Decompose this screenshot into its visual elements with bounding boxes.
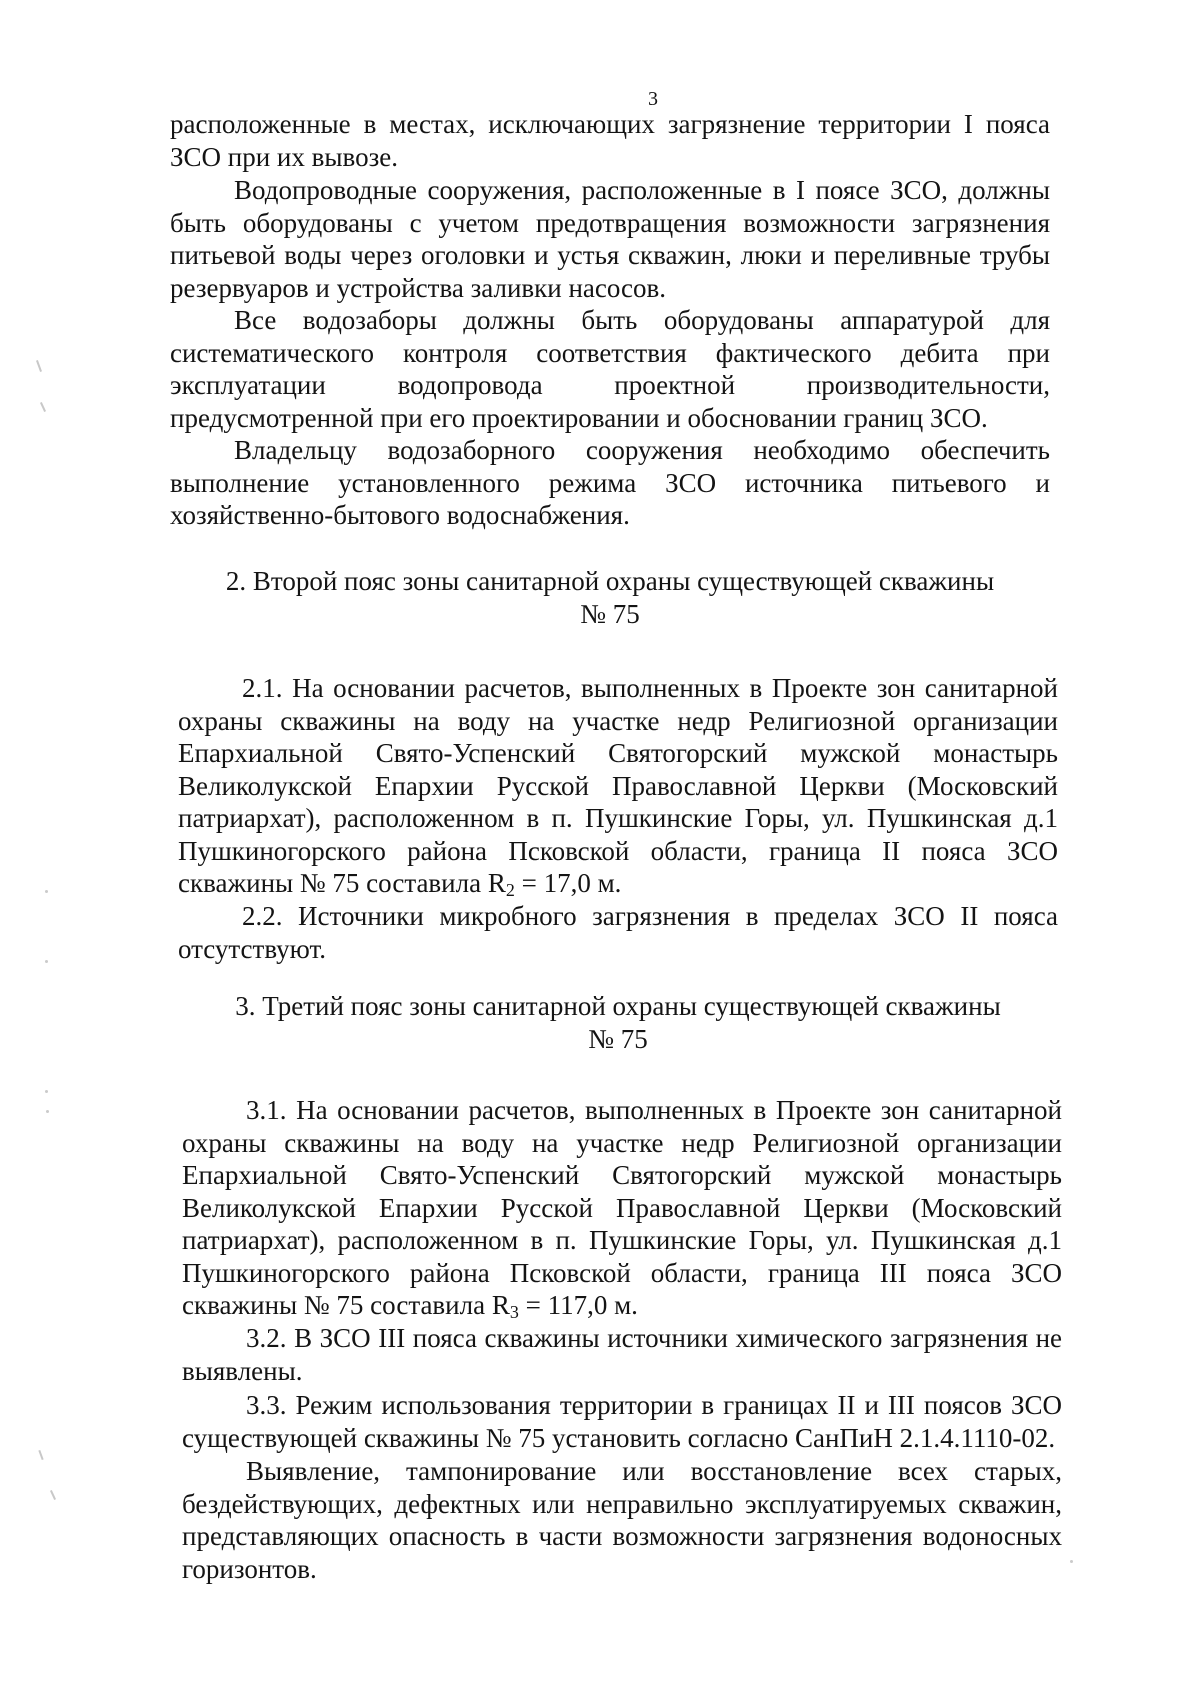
paragraph-3-4: Выявление, тампонирование или восстановление всех старых, бездействующих, дефектных или неправильно эксплуатируемых скважин, представляющих опасность в части возможности загрязнения водоносных горизонтов. (182, 1456, 1062, 1584)
scan-artifact (45, 890, 48, 893)
scan-artifact (1070, 1560, 1073, 1563)
paragraph-2-2: 2.2. Источники микробного загрязнения в пределах ЗСО II пояса отсутствуют. (178, 901, 1058, 964)
scan-artifact (40, 402, 46, 412)
paragraph-3-1 (182, 1094, 1062, 1322)
paragraph-3-2: 3.2. В ЗСО III пояса скважины источники химического загрязнения не выявлены. (182, 1323, 1062, 1386)
scan-artifact (36, 360, 42, 372)
paragraph-2-1 (178, 672, 1058, 900)
paragraph-2-1-text: 2.1. На основании расчетов, выполненных в Проекте зон санитарной охраны скважины на воду на участке недр Религиозной организации Епархиальной Свято-Успенский Святогорский мужской монастырь Великолукской Епархии Русской Православной Церкви (Московский патриархат), расположенном в п. Пушкинские Горы, ул. Пушкинская д.1 Пушкиногорского района Псковской области, граница II пояса ЗСО скважины № 75 составила R (178, 673, 1058, 898)
section-3-heading-number: № 75 (588, 1023, 648, 1054)
page-number: 3 (648, 88, 658, 110)
paragraph-plumbing: Водопроводные сооружения, расположенные в I поясе ЗСО, должны быть оборудованы с учетом предотвращения возможности загрязнения питьевой воды через оголовки и устья скважин, люки и переливные трубы резервуаров и устройства заливки насосов. (170, 175, 1050, 303)
section-3-heading (178, 990, 1058, 1055)
scan-artifact (45, 960, 48, 963)
paragraph-3-1-text: 3.1. На основании расчетов, выполненных в Проекте зон санитарной охраны скважины на воду на участке недр Религиозной организации Епархиальной Свято-Успенский Святогорский мужской монастырь Великолукской Епархии Русской Православной Церкви (Московский патриархат), расположенном в п. Пушкинские Горы, ул. Пушкинская д.1 Пушкиногорского района Псковской области, граница III пояса ЗСО скважины № 75 составила R (182, 1095, 1062, 1320)
scan-artifact (45, 1090, 48, 1093)
section-2-heading-title: 2. Второй пояс зоны санитарной охраны существующей скважины (225, 566, 995, 596)
scan-artifact (38, 1450, 43, 1460)
radius-3-value: = 117,0 м. (518, 1290, 638, 1320)
radius-2-value: = 17,0 м. (514, 868, 622, 898)
radius-3-subscript: 3 (509, 1302, 519, 1322)
paragraph-owner: Владельцу водозаборного сооружения необходимо обеспечить выполнение установленного режима ЗСО источника питьевого и хозяйственно-бытового водоснабжения. (170, 435, 1050, 530)
scan-artifact (46, 1110, 49, 1113)
paragraph-3-3: 3.3. Режим использования территории в границах II и III поясов ЗСО существующей скважины № 75 установить согласно СанПиН 2.1.4.1110-02. (182, 1390, 1062, 1453)
scan-artifact (50, 1490, 56, 1500)
section-3-heading-title: 3. Третий пояс зоны санитарной охраны существующей скважины (235, 991, 1001, 1021)
paragraph-intro: расположенные в местах, исключающих загрязнение территории I пояса ЗСО при их вывозе. (170, 109, 1050, 172)
paragraph-intakes: Все водозаборы должны быть оборудованы аппаратурой для систематического контроля соответствия фактического дебита при эксплуатации водопровода проектной производительности, предусмотренной при его проектировании и обосновании границ ЗСО. (170, 305, 1050, 433)
radius-2-subscript: 2 (505, 880, 515, 900)
section-2-heading-number: № 75 (580, 598, 640, 629)
section-2-heading (170, 565, 1050, 630)
